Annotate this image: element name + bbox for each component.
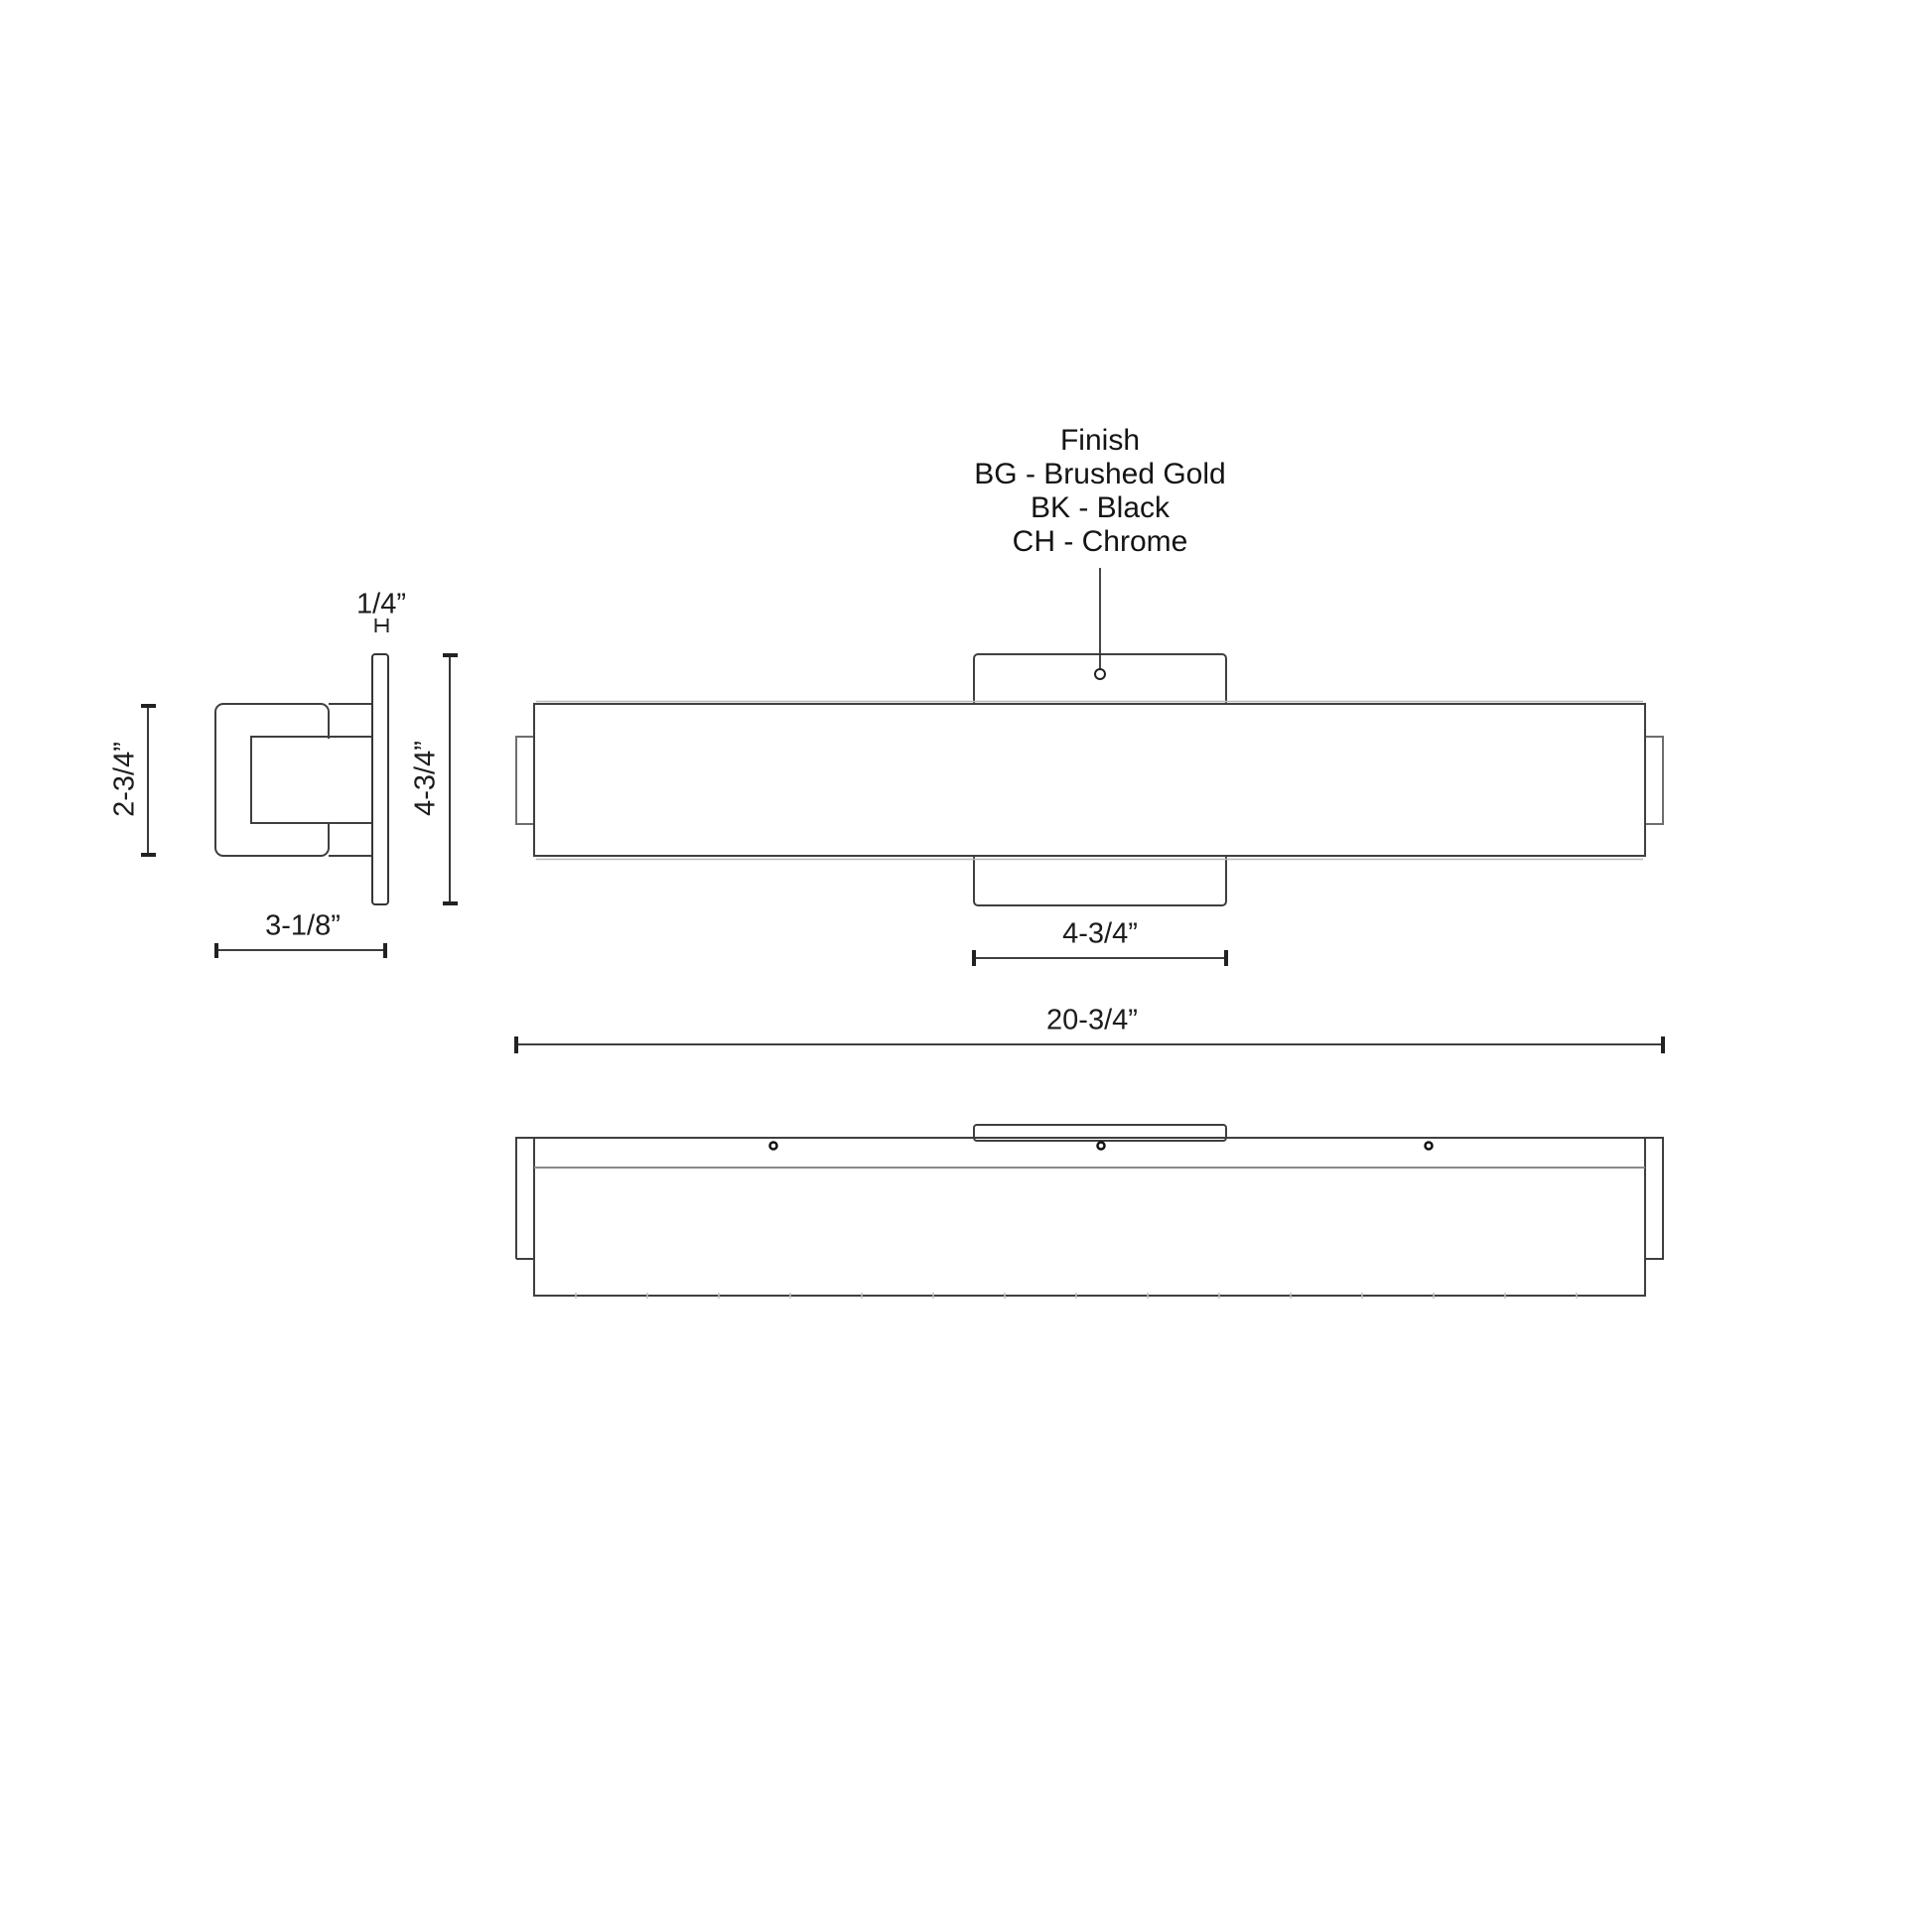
dimension-overall-height (443, 655, 458, 903)
finish-legend-title: Finish (1059, 424, 1141, 457)
dim-label-plate-thickness: 1/4” (356, 588, 406, 621)
finish-leader-dot (1095, 669, 1105, 679)
dimension-overall-width (516, 1036, 1663, 1053)
side-channel-fill (252, 739, 372, 822)
side-wall-plate (372, 654, 388, 904)
dim-label-side-depth: 3-1/8” (265, 909, 341, 942)
finish-option-bg: BG - Brushed Gold (974, 458, 1226, 490)
front-backplate-tab-bottom (974, 854, 1226, 905)
screw-hole-right (1426, 1143, 1433, 1150)
screw-hole-left (770, 1143, 777, 1150)
dim-label-backplate-width: 4-3/4” (1062, 917, 1138, 950)
finish-legend (974, 424, 1225, 559)
front-view (516, 568, 1663, 1053)
bottom-view (516, 1125, 1663, 1299)
finish-option-ch: CH - Chrome (1012, 525, 1188, 558)
dimension-backplate-width (974, 950, 1226, 966)
finish-option-bk: BK - Black (1030, 491, 1171, 524)
dim-label-body-height: 2-3/4” (108, 742, 141, 817)
dim-label-overall-width: 20-3/4” (1046, 1004, 1138, 1036)
dimension-side-depth (216, 943, 385, 958)
front-end-cap-left (516, 737, 534, 824)
screw-hole-center (1098, 1143, 1105, 1150)
dimension-body-height (141, 706, 156, 855)
plate-thickness-marker (376, 619, 388, 632)
bottom-outline (516, 1138, 1663, 1296)
dim-label-overall-height: 4-3/4” (409, 741, 442, 816)
front-light-bar (534, 704, 1645, 856)
front-end-cap-right (1645, 737, 1663, 824)
